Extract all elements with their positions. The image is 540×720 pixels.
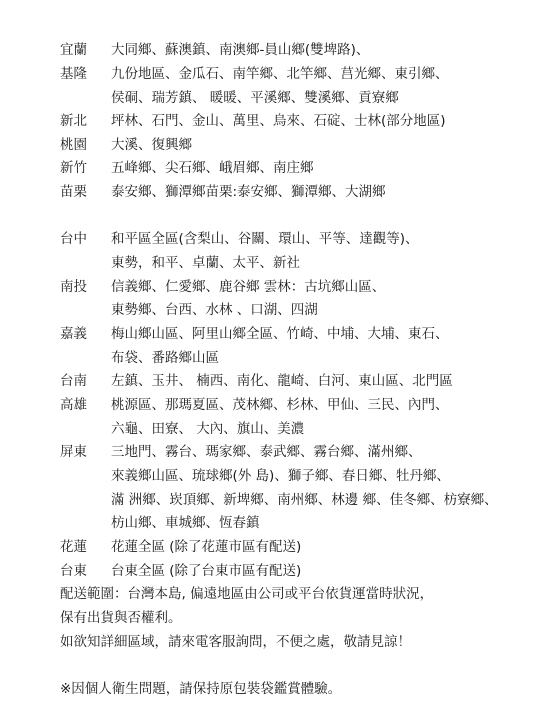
region-row-taitung [60, 561, 530, 581]
region-name: 新北 [60, 113, 87, 129]
region-row-keelung [60, 64, 530, 84]
region-name: 花蓮 [60, 539, 87, 555]
region-name: 新竹 [60, 160, 87, 176]
region-areas: 九份地區、金瓜石、南竿鄉、北竿鄉、莒光鄉、東引鄉、 [111, 66, 449, 82]
region-areas: 大同鄉、蘇澳鎮、南澳鄉-員山鄉(雙埤路)、 [111, 42, 370, 58]
region-name: 苗栗 [60, 184, 87, 200]
region-name: 宜蘭 [60, 42, 87, 58]
delivery-range-note-continued: 保有出貨與否權利。 [60, 610, 182, 626]
region-areas-continued: 侯硐、瑞芳鎮、 暖暖、平溪鄉、雙溪鄉、貢寮鄉 [111, 90, 399, 106]
region-areas: 大溪、復興鄉 [111, 137, 192, 153]
region-row-kaohsiung [60, 395, 530, 415]
hygiene-note: ※因個人衛生問題，請保持原包裝袋鑑賞體驗。 [60, 681, 342, 697]
region-areas: 坪林、石門、金山、萬里、烏來、石碇、士林(部分地區) [111, 113, 446, 129]
region-areas-continued: 六龜、田寮、 大內、旗山、美濃 [111, 421, 305, 437]
region-name: 嘉義 [60, 326, 87, 342]
region-name: 高雄 [60, 397, 87, 413]
region-row-nantou [60, 277, 530, 297]
region-row-hsinchu [60, 158, 530, 178]
region-areas-continued: 滿 洲鄉、崁頂鄉、新埤鄉、南州鄉、林邊 鄉、佳冬鄉、枋寮鄉、 [111, 492, 498, 508]
delivery-range-note: 配送範圍：台灣本島, 偏遠地區由公司或平台依貨運當時狀況， [60, 586, 434, 602]
region-row-new-taipei [60, 111, 530, 131]
region-areas: 和平區全區(含梨山、谷關、環山、平等、達觀等)、 [111, 231, 419, 247]
region-name: 南投 [60, 279, 87, 295]
region-name: 桃園 [60, 137, 87, 153]
region-row-chiayi [60, 324, 530, 344]
region-row-yilan [60, 40, 530, 60]
region-row-tainan [60, 371, 530, 391]
region-areas: 信義鄉、仁愛鄉、鹿谷鄉 雲林：古坑鄉山區、 [111, 279, 386, 295]
contact-note: 如欲知詳細區域，請來電客服詢問，不便之處，敬請見諒！ [60, 634, 411, 650]
region-row-taichung [60, 229, 530, 249]
region-areas-continued: 枋山鄉、車城鄉、恆春鎮 [111, 515, 260, 531]
region-name: 台中 [60, 231, 87, 247]
region-areas: 五峰鄉、尖石鄉、峨眉鄉、南庄鄉 [111, 160, 314, 176]
region-areas: 左鎮、玉井、 楠西、南化、龍崎、白河、東山區、北門區 [111, 373, 453, 389]
region-row-miaoli [60, 182, 530, 202]
region-row-pingtung [60, 442, 530, 462]
region-areas: 泰安鄉、獅潭鄉苗栗:泰安鄉、獅潭鄉、大湖鄉 [111, 184, 386, 200]
region-areas-continued: 來義鄉山區、琉球鄉(外 島)、獅子鄉、春日鄉、牡丹鄉、 [111, 468, 450, 484]
region-areas-continued: 東勢，和平、卓蘭、太平、新社 [111, 255, 300, 271]
region-areas: 花蓮全區 (除了花蓮市區有配送) [111, 539, 302, 555]
region-areas: 台東全區 (除了台東市區有配送) [111, 563, 302, 579]
region-name: 台東 [60, 563, 87, 579]
region-name: 屏東 [60, 444, 87, 460]
region-name: 台南 [60, 373, 87, 389]
region-name: 基隆 [60, 66, 87, 82]
region-areas-continued: 東勢鄉、台西、水林 、口湖、四湖 [111, 302, 318, 318]
region-areas: 三地門、霧台、瑪家鄉、泰武鄉、霧台鄉、滿州鄉、 [111, 444, 422, 460]
region-areas: 桃源區、那瑪夏區、茂林鄉、杉林、甲仙、三民、內門、 [111, 397, 449, 413]
region-row-hualien [60, 537, 530, 557]
region-areas-continued: 布袋、番路鄉山區 [111, 350, 219, 366]
region-areas: 梅山鄉山區、阿里山鄉全區、竹崎、中埔、大埔、東石、 [111, 326, 449, 342]
region-row-taoyuan [60, 135, 530, 155]
